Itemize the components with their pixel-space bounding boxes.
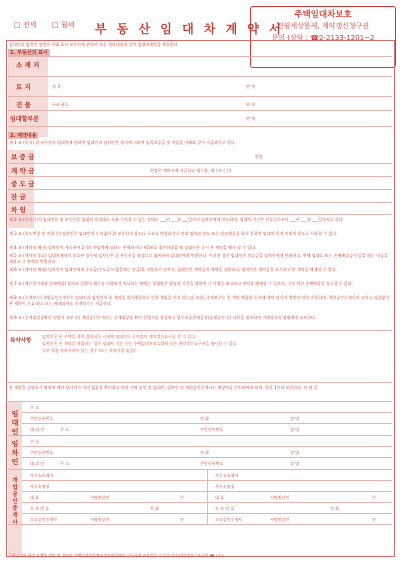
agent1-seal: 인 — [180, 495, 184, 500]
agent1-staff-seal: 인 — [180, 517, 184, 522]
stamp-line3: 문의 (상담 : ☎2-2133-1201~2 — [271, 33, 375, 42]
special-term-2: 임차인은 본 계약을 체결하는 경우 임대차 기간 동안 주택임대차보호법에 따른 계약갱신요구권을 행사할 수 있음. — [42, 341, 238, 346]
tenant-name-label: 성 명 — [290, 450, 299, 455]
stamp-line2: 전월세상한제, 계약갱신청구권 — [276, 22, 370, 31]
tenant-agent-address-label: 주 소 — [60, 461, 69, 466]
stamp-line1: 주택임대차보호 — [294, 10, 352, 20]
building-label: 건 물 — [16, 101, 31, 109]
page-title: 부 동 산 임 대 차 계 약 서 — [95, 22, 284, 36]
location-label: 소 재 지 — [16, 61, 40, 69]
wolse-checkbox[interactable]: □ 월세 — [52, 21, 75, 29]
special-term-1: 임차인은 본 주택을 계약 경과되는 시점에 임대인의 동의없이 계약갱신요구를 할 수 있다. — [42, 334, 197, 339]
landlord-agent-name-label: 성 명 — [290, 427, 299, 432]
article7: 제 7 조 (채무불이행과 손해배상) 당사자 일방이 채무를 이행하지 아니하는 때에는 상대방은 상당한 기간을 정하여 그 이행을 최고하고 계약을 해제할 수 있으며, 그로 인한 손해배상을 청구할 수 있다. — [9, 281, 353, 286]
landlord-agent-id-label: 주민등록번호 — [200, 427, 224, 432]
agent1-staff-label: 소속공인중개사 — [30, 517, 58, 522]
landlord-label: 임대인 — [11, 410, 19, 436]
agent2-signature-label: 서명및날인 — [270, 495, 290, 500]
article2: 제 2 조 (존속기간) 임대인은 위 부동산을 임대차 목적대로 사용·수익할 수 있는 상태로 ___년 ___월 ___일까지 임차인에게 인도하며, 임대차 기간은 인도일로부터 ___년 ___월 ___일까지로 한다. — [9, 217, 344, 222]
agent2-phone-label: 전 화 — [330, 506, 339, 511]
special-terms-label: 특약사항 — [10, 338, 32, 344]
rent-label: 차 임 — [11, 206, 26, 214]
agent1-signature-label: 서명및날인 — [90, 495, 110, 500]
agent1-rep-label: 대 표 — [30, 495, 39, 500]
deposit-won: 원정 — [255, 154, 263, 159]
contract-money-label: 계 약 금 — [11, 167, 35, 175]
article3: 제 3 조 (용도변경 및 전대 등) 임차인은 임대인의 동의없이 위 부동산의 용도나 구조를 변경하거나 전대·임차권 양도 또는 담보제공을 하지 못하며 임대차 목적 이외의 용도로 사용할 수 없다. — [9, 231, 338, 236]
article4: 제 4 조 (계약의 해지) 임차인이 계속하여 2기의 차임액에 달하는 연체하거나 제3조를 위반하였을 때 임대인은 즉시 본 계약을 해지 할 수 있다. — [9, 245, 257, 250]
middle-money-label: 중 도 금 — [11, 180, 35, 188]
landlord-id-label: 주민등록번호 — [30, 416, 54, 421]
tenant-agent-label: 대 리 인 — [30, 461, 45, 466]
agent2-rep-label: 대 표 — [215, 495, 224, 500]
intro-text: 임대인과 임차인 쌍방은 아래 표시 부동산에 관하여 다음 계약내용과 같이 임대차계약을 체결한다. — [9, 42, 179, 47]
landlord-address-label: 주 소 — [30, 405, 39, 410]
jeonse-checkbox[interactable]: □ 전세 — [14, 21, 37, 29]
land-area-label: 면 적 — [246, 84, 255, 89]
agent2-reg-label: 등 록 번 호 — [215, 506, 235, 511]
signature-intro: 본 계약을 증명하기 위하여 계약 당사자가 이의 없음을 확인하고 각각 서명 날인 후 임대인, 임차인 및 개업공인중개사는 매장마다 간인하여야 하며, 각각 1통씩 보관한다. 년 월 일 — [9, 385, 318, 390]
rent-area-label: 면 적 — [246, 116, 255, 121]
land-type-label: 지 목 — [52, 84, 61, 89]
agent2-office-address-label: 사무소소재지 — [215, 473, 239, 478]
land-label: 토 지 — [16, 83, 31, 91]
article9: 제 9 조 (중개대상물확인·설명서 교부 등) 개업공인중개사는 중개대상물 확인·설명서를 작성하고 업무보증관계증서(공제증서 등) 사본을 첨부하여 거래당사자 쌍방에게 교부한다. — [9, 315, 317, 320]
agent2-office-name-label: 사무소명칭 — [215, 484, 235, 489]
agent2-staff-label: 소속공인중개사 — [215, 517, 243, 522]
tenant-id-label: 주민등록번호 — [30, 450, 54, 455]
article6: 제 6 조 (계약의 해제) 임차인이 임대인에게 중도금(중도금이 없을때는 잔금)을 지불하기 전까지, 임대인은 계약금의 배액을 상환하고, 임차인은 계약금을 포기하고 본 계약을 해제할 수 있다. — [9, 267, 337, 272]
tenant-address-label: 주 소 — [30, 439, 39, 444]
building-structure-label: 구조·용도 — [52, 102, 69, 107]
agent1-staff-signature-label: 서명및날인 — [90, 517, 110, 522]
footer-note: 주택임대차 관련 분쟁은 법원 외 절차인 주택임대차분쟁조정위원회에서 신속하게 조정받을 수 있습니다(대한법률구조공단 ☎ 132) — [8, 553, 225, 558]
landlord-agent-address-label: 주 소 — [60, 427, 69, 432]
agent2-staff-seal: 인 — [372, 517, 376, 522]
article5: 제 5 조 (계약의 종료) 임대차계약이 종료된 경우에 임차인은 위 부동산을 원상으로 회복하여 임대인에게 반환한다. 이러한 경우 임대인은 보증금을 임차인에게 반환하고, 연체 임대료 또는 손해배상금이 있을 때는 이들을 제하고 그 잔액을 반환한다. — [9, 253, 388, 264]
rent-part-label: 임대할부분 — [10, 116, 39, 123]
tenant-agent-id-label: 주민등록번호 — [200, 461, 224, 466]
special-term-3: 일부 별첨 특약사항이 있는 경우 (또는 특약사항 없음) — [42, 348, 136, 353]
landlord-name-label: 성 명 — [290, 416, 299, 421]
agent1-office-address-label: 사무소소재지 — [30, 473, 54, 478]
contract-money-note: 원정은 계약시에 지급하고 영수함. 영수자 ( 인) — [150, 168, 232, 173]
tenant-phone-label: 전 화 — [200, 450, 209, 455]
agent1-office-name-label: 사무소명칭 — [30, 484, 50, 489]
agent2-seal: 인 — [372, 495, 376, 500]
building-area-label: 면 적 — [246, 102, 255, 107]
agent2-staff-signature-label: 서명및날인 — [270, 517, 290, 522]
article8: 제 8 조 (중개보수) 개업공인중개사는 임대인과 임차인이 본 계약을 불이행함으로 인한 책임을 지지 않는다. 또한, 중개보수는 본 계약 체결과 동시에 계약 당사자 쌍방이 각각 지불하며, 개업공인중개사의 고의나 과실없이 본 계약이 무효·취소 또는 해제되어도 중개보수는 지급한다. — [9, 295, 389, 306]
agent1-phone-label: 전 화 — [150, 506, 159, 511]
agent-label: 개업공인중개사 — [12, 478, 18, 526]
section1-header: 1. 부동산의 표시 — [10, 50, 48, 56]
section2-header: 2. 계약내용 — [10, 133, 37, 139]
balance-label: 잔 금 — [11, 193, 26, 201]
landlord-agent-label: 대 리 인 — [30, 427, 45, 432]
tenant-agent-name-label: 성 명 — [290, 461, 299, 466]
agent1-reg-label: 등 록 번 호 — [30, 506, 50, 511]
landlord-phone-label: 전 화 — [200, 416, 209, 421]
deposit-label: 보 증 금 — [11, 153, 35, 161]
tenant-label: 임차인 — [11, 440, 19, 466]
article1-text: 제 1 조 (목적) 위 부동산의 임대차에 한하여 임대인과 임차인은 합의에 의하여 임차보증금 및 차임을 아래와 같이 지급하기로 한다. — [9, 140, 236, 145]
